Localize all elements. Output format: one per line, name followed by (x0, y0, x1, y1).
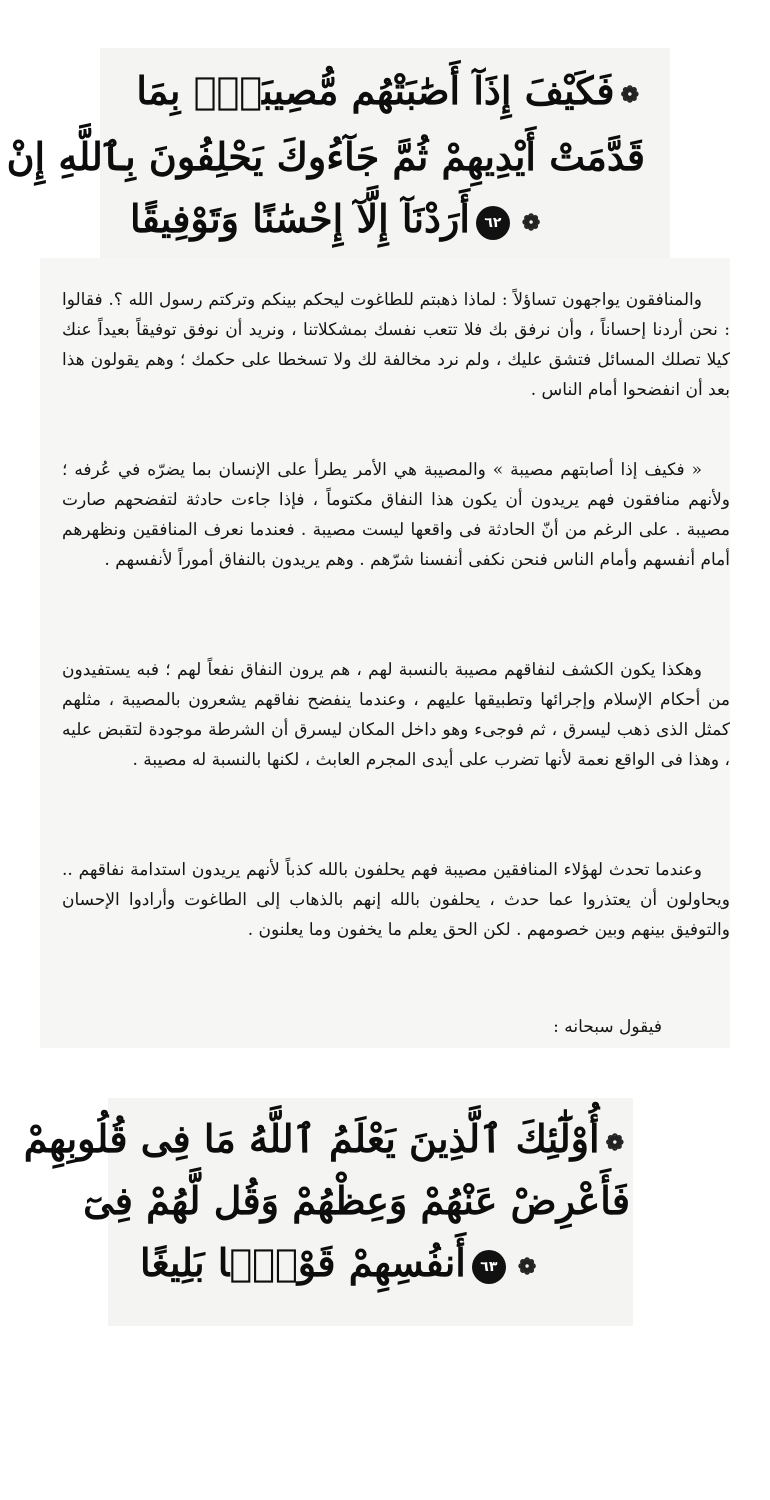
ayah-number-marker: ٦٢ (476, 206, 510, 240)
verse-text: فَكَيْفَ إِذَآ أَصَٰبَتْهُم مُّصِيبَةُۢ بِمَا (136, 68, 615, 113)
paragraph-3: وهكذا يكون الكشف لنفاقهم مصيبة بالنسبة لهم ، هم يرون النفاق نفعاً لهم ؛ فبه يستفيدون من أحكام الإسلام وإجرائها وتطبيقها عليهم ، وعندما ينفضح نفاقهم يشعرون بالمصيبة ، مثلهم كمثل الذى ذهب ليسرق ، ثم فوجىء وهو داخل المكان ليسرق أن الشرطة موجودة لتقبض عليه ، وهذا فى الواقع نعمة لأنها تضرب على أيدى المجرم العابث ، لكنها بالنسبة له مصيبة . (62, 660, 730, 770)
closing-line: فيقول سبحانه : (553, 1017, 662, 1037)
verse-line (23, 1116, 630, 1161)
verse-line (6, 134, 645, 179)
verse-ornament-icon: ❁ (605, 1129, 624, 1156)
verse-ornament-icon: ❁ (521, 209, 541, 236)
ayah-number-marker: ٦٣ (472, 1250, 506, 1284)
paragraph-4: وعندما تحدث لهؤلاء المنافقين مصيبة فهم يحلفون بالله كذباً لأنهم يريدون استدامة نفاقهم .. ويحاولون أن يعتذروا عما حدث ، يحلفون بالله إنهم بالذهاب إلى الطاغوت وأرادوا الإحسان والتوفيق بينهم وبين خصومهم . لكن الحق يعلم ما يخفون وما يعلنون . (62, 860, 730, 940)
verse-ornament-icon: ❁ (620, 81, 639, 108)
quran-verse-63 (23, 1112, 630, 1312)
verse-line (140, 1240, 630, 1285)
verse-text: أُوْلَٰٓئِكَ ٱلَّذِينَ يَعْلَمُ ٱللَّهُ مَا فِى قُلُوبِهِمْ (23, 1116, 600, 1161)
verse-line (130, 68, 645, 113)
verse-text: قَدَّمَتْ أَيْدِيهِمْ ثُمَّ جَآءُوكَ يَحْلِفُونَ بِٱللَّهِ إِنْ (6, 134, 645, 179)
paragraph-2: « فكيف إذا أصابتهم مصيبة » والمصيبة هي الأمر يطرأ على الإنسان بما يضرّه في عُرفه ؛ ولأنهم منافقون فهم يريدون أن يكون هذا النفاق مكتوماً ، فإذا جاءت حادثة لتفضحهم صارت مصيبة . على الرغم من أنّ الحادثة فى واقعها ليست مصيبة . فعندما نعرف المنافقين ونظهرهم أمام أنفسهم وأمام الناس فنحن نكفى أنفسنا شرّهم . وهم يريدون بالنفاق أموراً لأنفسهم . (62, 460, 730, 570)
verse-text: فَأَعْرِضْ عَنْهُمْ وَعِظْهُمْ وَقُل لَّهُمْ فِىٓ (83, 1178, 630, 1223)
paragraph-1: والمنافقون يواجهون تساؤلاً : لماذا ذهبتم للطاغوت ليحكم بينكم وتركتم رسول الله ؟. فقالوا : نحن أردنا إحساناً ، وأن نرفق بك فلا تتعب نفسك بمشكلاتنا ، ونريد أن نوفق توفيقاً بعيداً عنك كيلا تصلك المسائل فتشق عليك ، ولم نرد مخالفة لك ولا تسخطا على حكمك ؛ وهم يقولون هذا بعد أن انفضحوا أمام الناس . (62, 290, 730, 400)
quran-verse-62 (6, 60, 645, 250)
verse-line (83, 1178, 630, 1223)
verse-text: أَرَدْنَآ إِلَّآ إِحْسَٰنًا وَتَوْفِيقًا (130, 196, 470, 241)
verse-text: أَنفُسِهِمْ قَوْلًۢا بَلِيغًا (140, 1240, 466, 1285)
verse-line (130, 196, 645, 241)
verse-ornament-icon: ❁ (517, 1253, 537, 1280)
